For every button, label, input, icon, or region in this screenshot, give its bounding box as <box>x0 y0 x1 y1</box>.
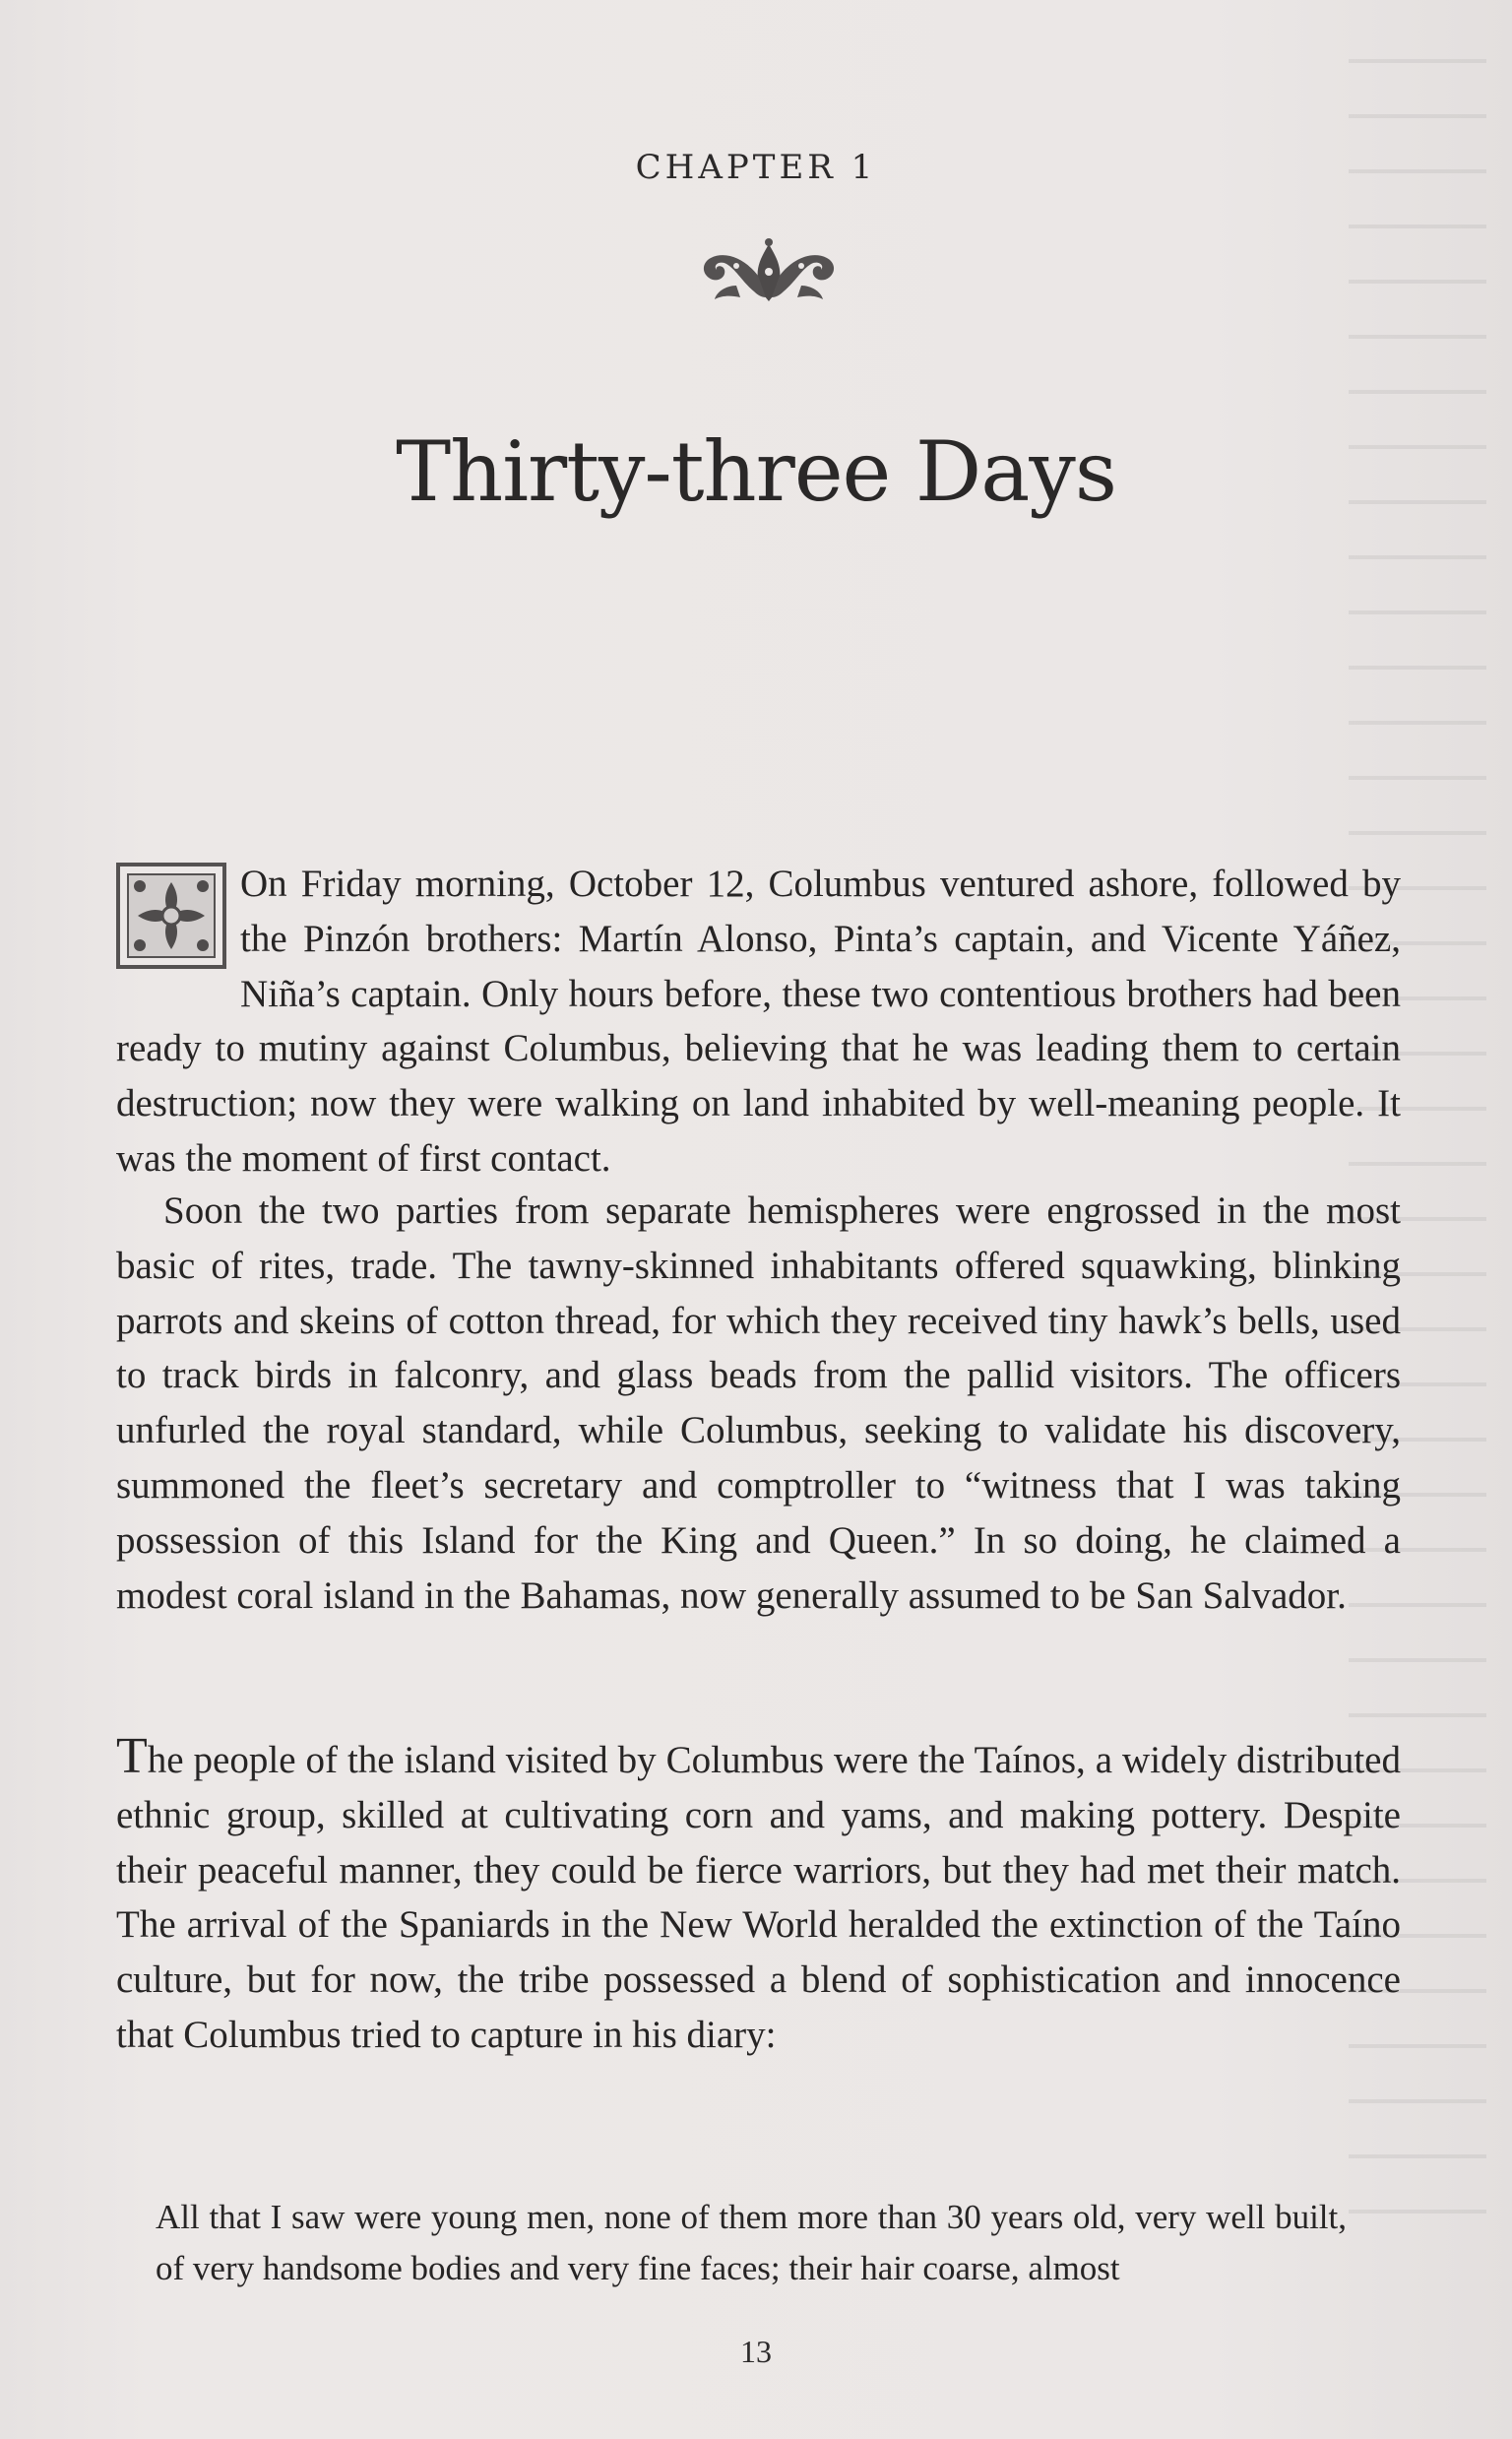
floral-ornament-icon <box>697 236 841 307</box>
paragraph-1-text: On Friday morning, October 12, Columbus ventured ashore, followed by the Pinzón brothers: Martín Alonso, Pinta’s captain, and Vicente Yáñez, Niña’s captain. Only hours before, these two contentious brothers had been ready to mutiny against Columbus, believing that he was leading them to certain destruction; now they were walking on land inhabited by well-meaning people. It was the moment of first contact. <box>116 863 1401 1180</box>
paragraph-2: Soon the two parties from separate hemispheres were engrossed in the most basic of rites, trade. The tawny-skinned inhabitants offered squawking, blinking parrots and skeins of cotton thread, for which they received tiny hawk’s bells, used to track birds in falconry, and glass beads from the pallid visitors. The officers unfurled the royal standard, while Columbus, seeking to validate his discovery, summoned the fleet’s secretary and comptroller to “witness that I was taking possession of this Island for the King and Queen.” In so doing, he claimed a modest coral island in the Bahamas, now generally assumed to be San Salvador. <box>116 1189 1401 1617</box>
paragraph-3-text: he people of the island visited by Columbus were the Taínos, a widely distributed ethnic group, skilled at cultivating corn and yams, and making pottery. Despite their peaceful manner, they could be fierce warriors, but they had met their match. The arrival of the Spaniards in the New World heralded the extinction of the Taíno culture, but for now, the tribe possessed a blend of sophistication and innocence that Columbus tried to capture in his diary: <box>116 1739 1401 2056</box>
page-number: 13 <box>740 2334 772 2369</box>
paragraph-3-initial: T <box>116 1728 148 1784</box>
paragraph-3 <box>116 1729 1401 2063</box>
decorative-initial-o-icon <box>116 863 226 969</box>
chapter-label: CHAPTER 1 <box>635 148 877 187</box>
paragraph-1 <box>116 857 1401 1187</box>
chapter-title: Thirty-three Days <box>396 423 1116 520</box>
block-quote: All that I saw were young men, none of them more than 30 years old, very well built, of very handsome bodies and very fine faces; their hair coarse, almost <box>156 2198 1347 2287</box>
